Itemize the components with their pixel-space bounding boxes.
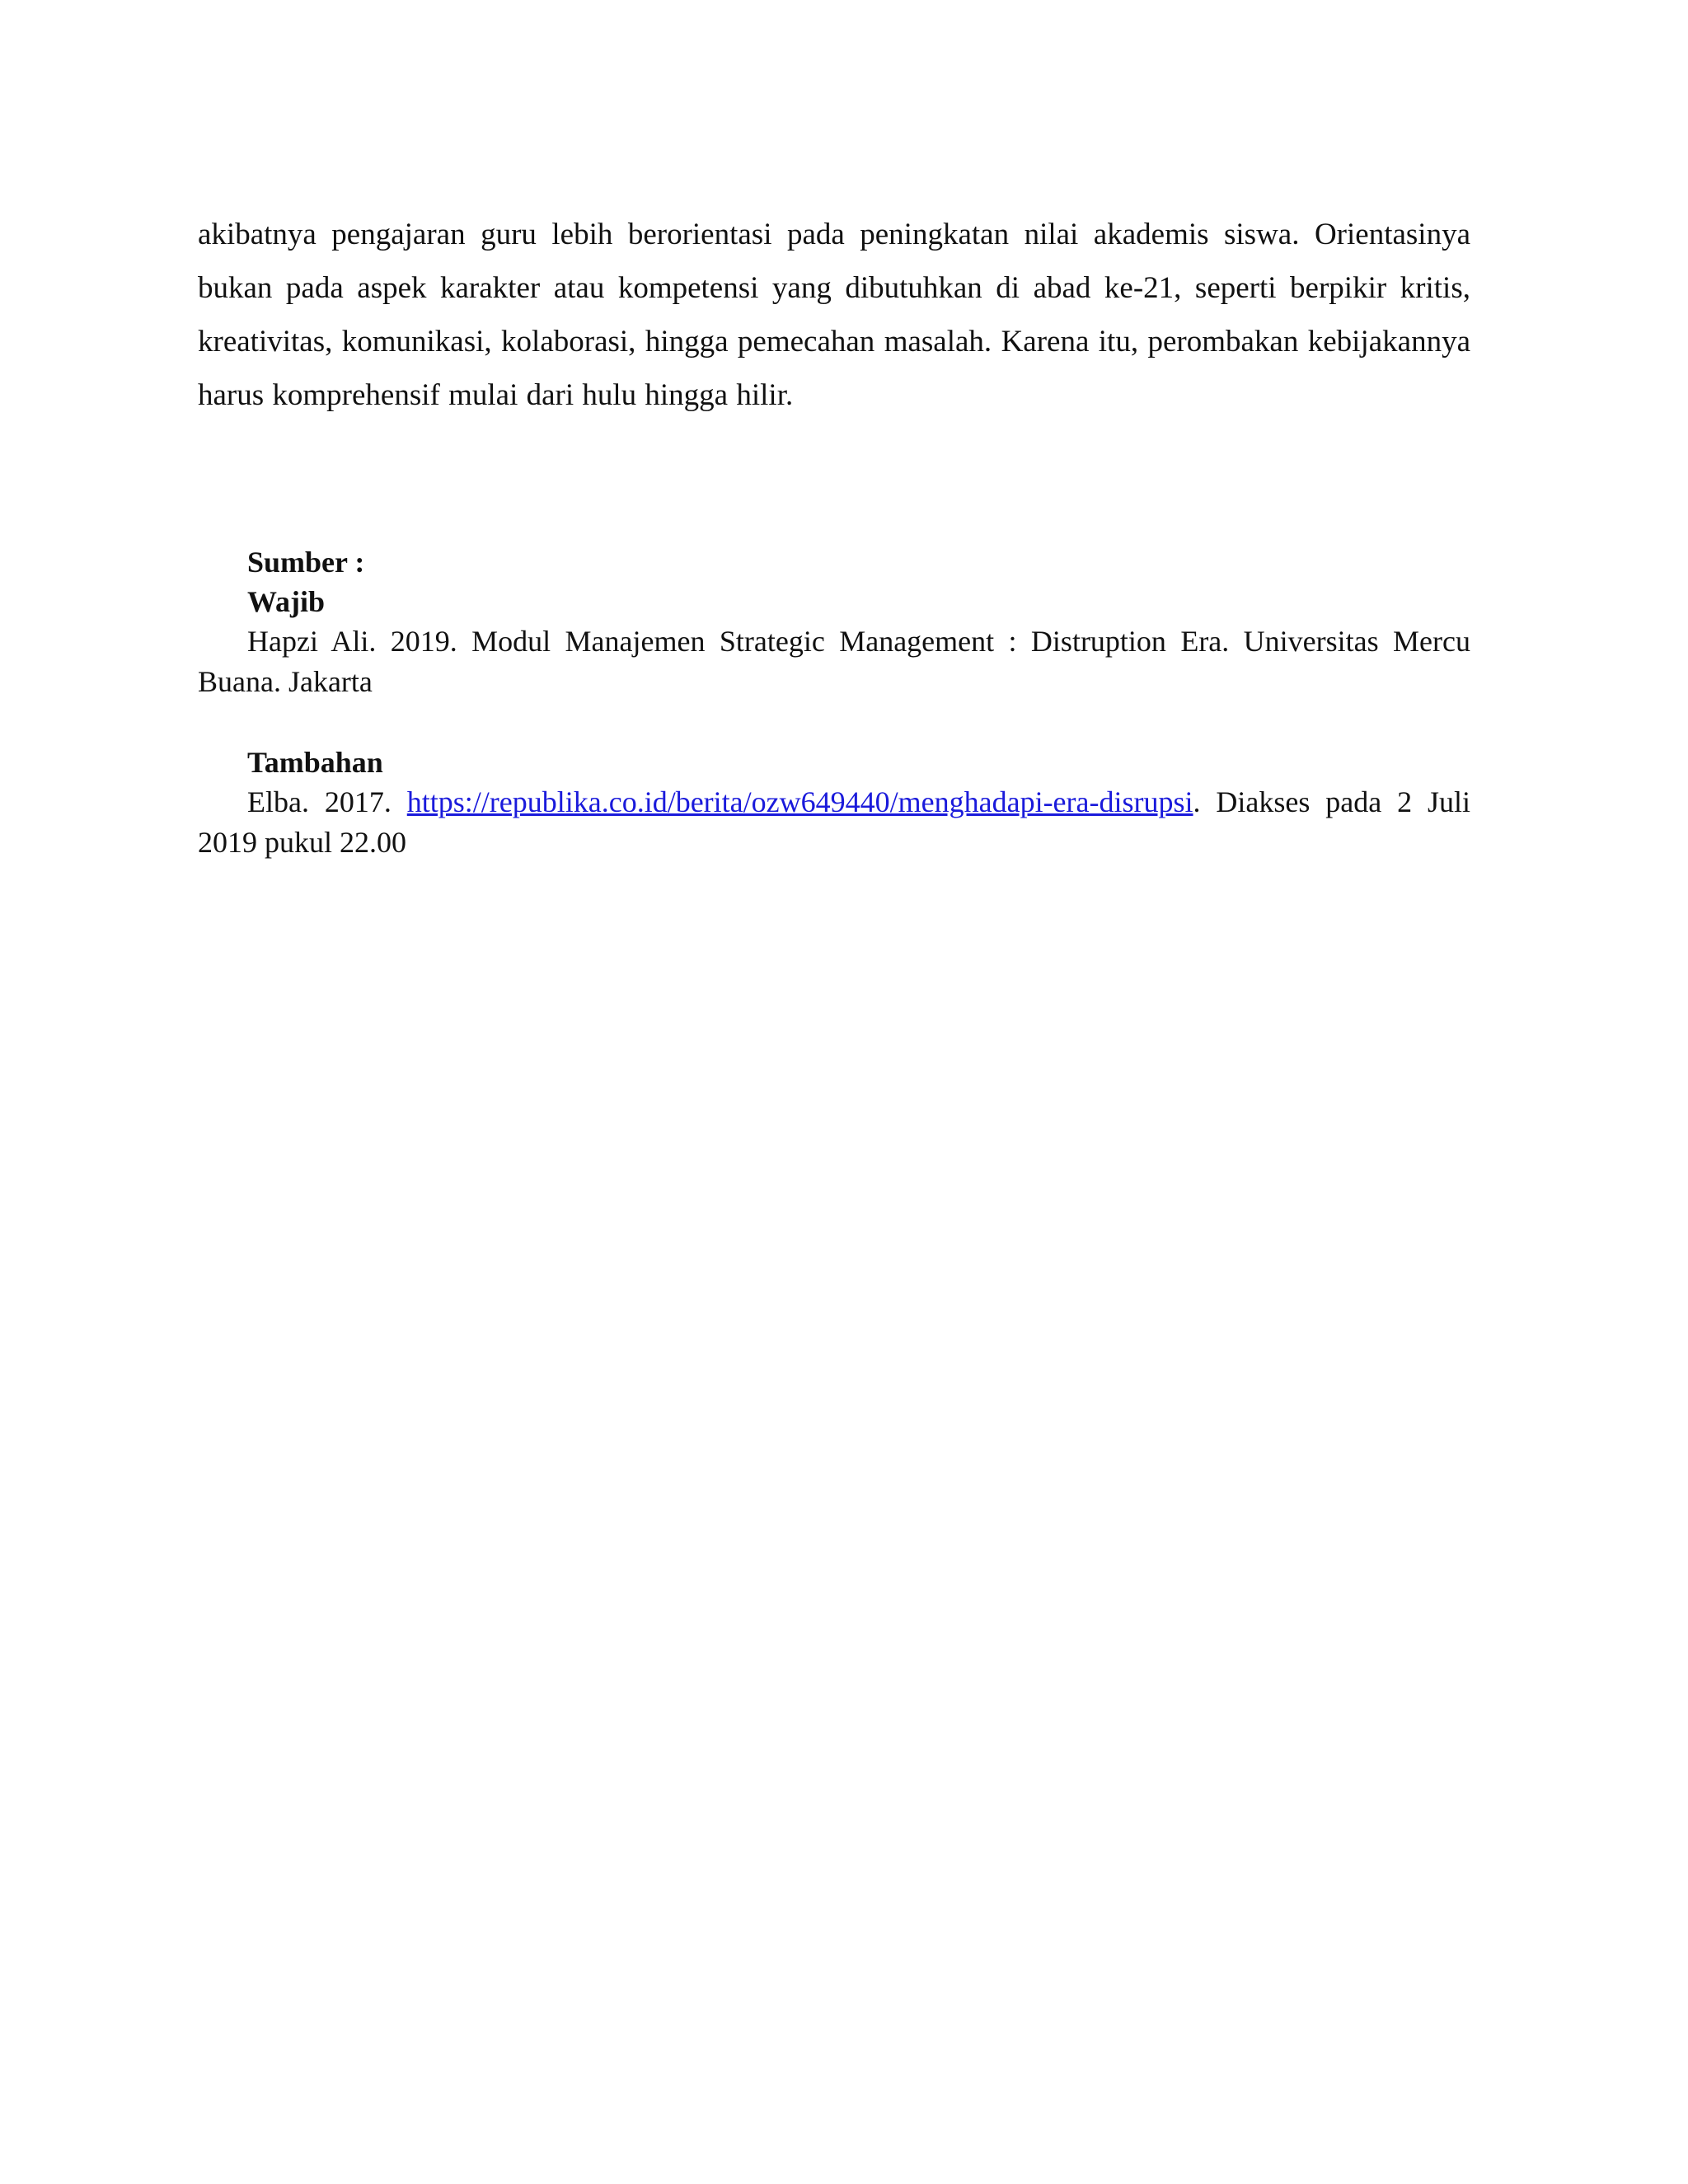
additional-reference-prefix: Elba. 2017. bbox=[247, 785, 407, 818]
required-sources-heading: Wajib bbox=[247, 585, 326, 618]
sources-heading: Sumber : bbox=[247, 546, 365, 579]
body-paragraph: akibatnya pengajaran guru lebih berorientasi pada peningkatan nilai akademis siswa. Orientasinya bukan pada aspek karakter atau kompetensi yang dibutuhkan di abad ke-21, seperti berpikir kritis, kreativitas, komunikasi, kolaborasi, hingga pemecahan masalah. Karena itu, perombakan kebijakannya harus komprehensif mulai dari hulu hingga hilir. bbox=[198, 218, 1470, 412]
reference-link[interactable]: https://republika.co.id/berita/ozw649440/menghadapi-era-disrupsi bbox=[406, 785, 1193, 818]
additional-reference bbox=[198, 782, 1470, 863]
required-reference: Hapzi Ali. 2019. Modul Manajemen Strategic Management : Distruption Era. Universitas Mercu Buana. Jakarta bbox=[198, 625, 1470, 698]
sources-section bbox=[198, 542, 1470, 863]
section-spacer bbox=[247, 702, 1470, 743]
additional-sources-heading: Tambahan bbox=[247, 746, 383, 779]
additional-reference-suffix: . Diakses pada 2 Juli 2019 pukul 22.00 bbox=[198, 785, 1470, 859]
